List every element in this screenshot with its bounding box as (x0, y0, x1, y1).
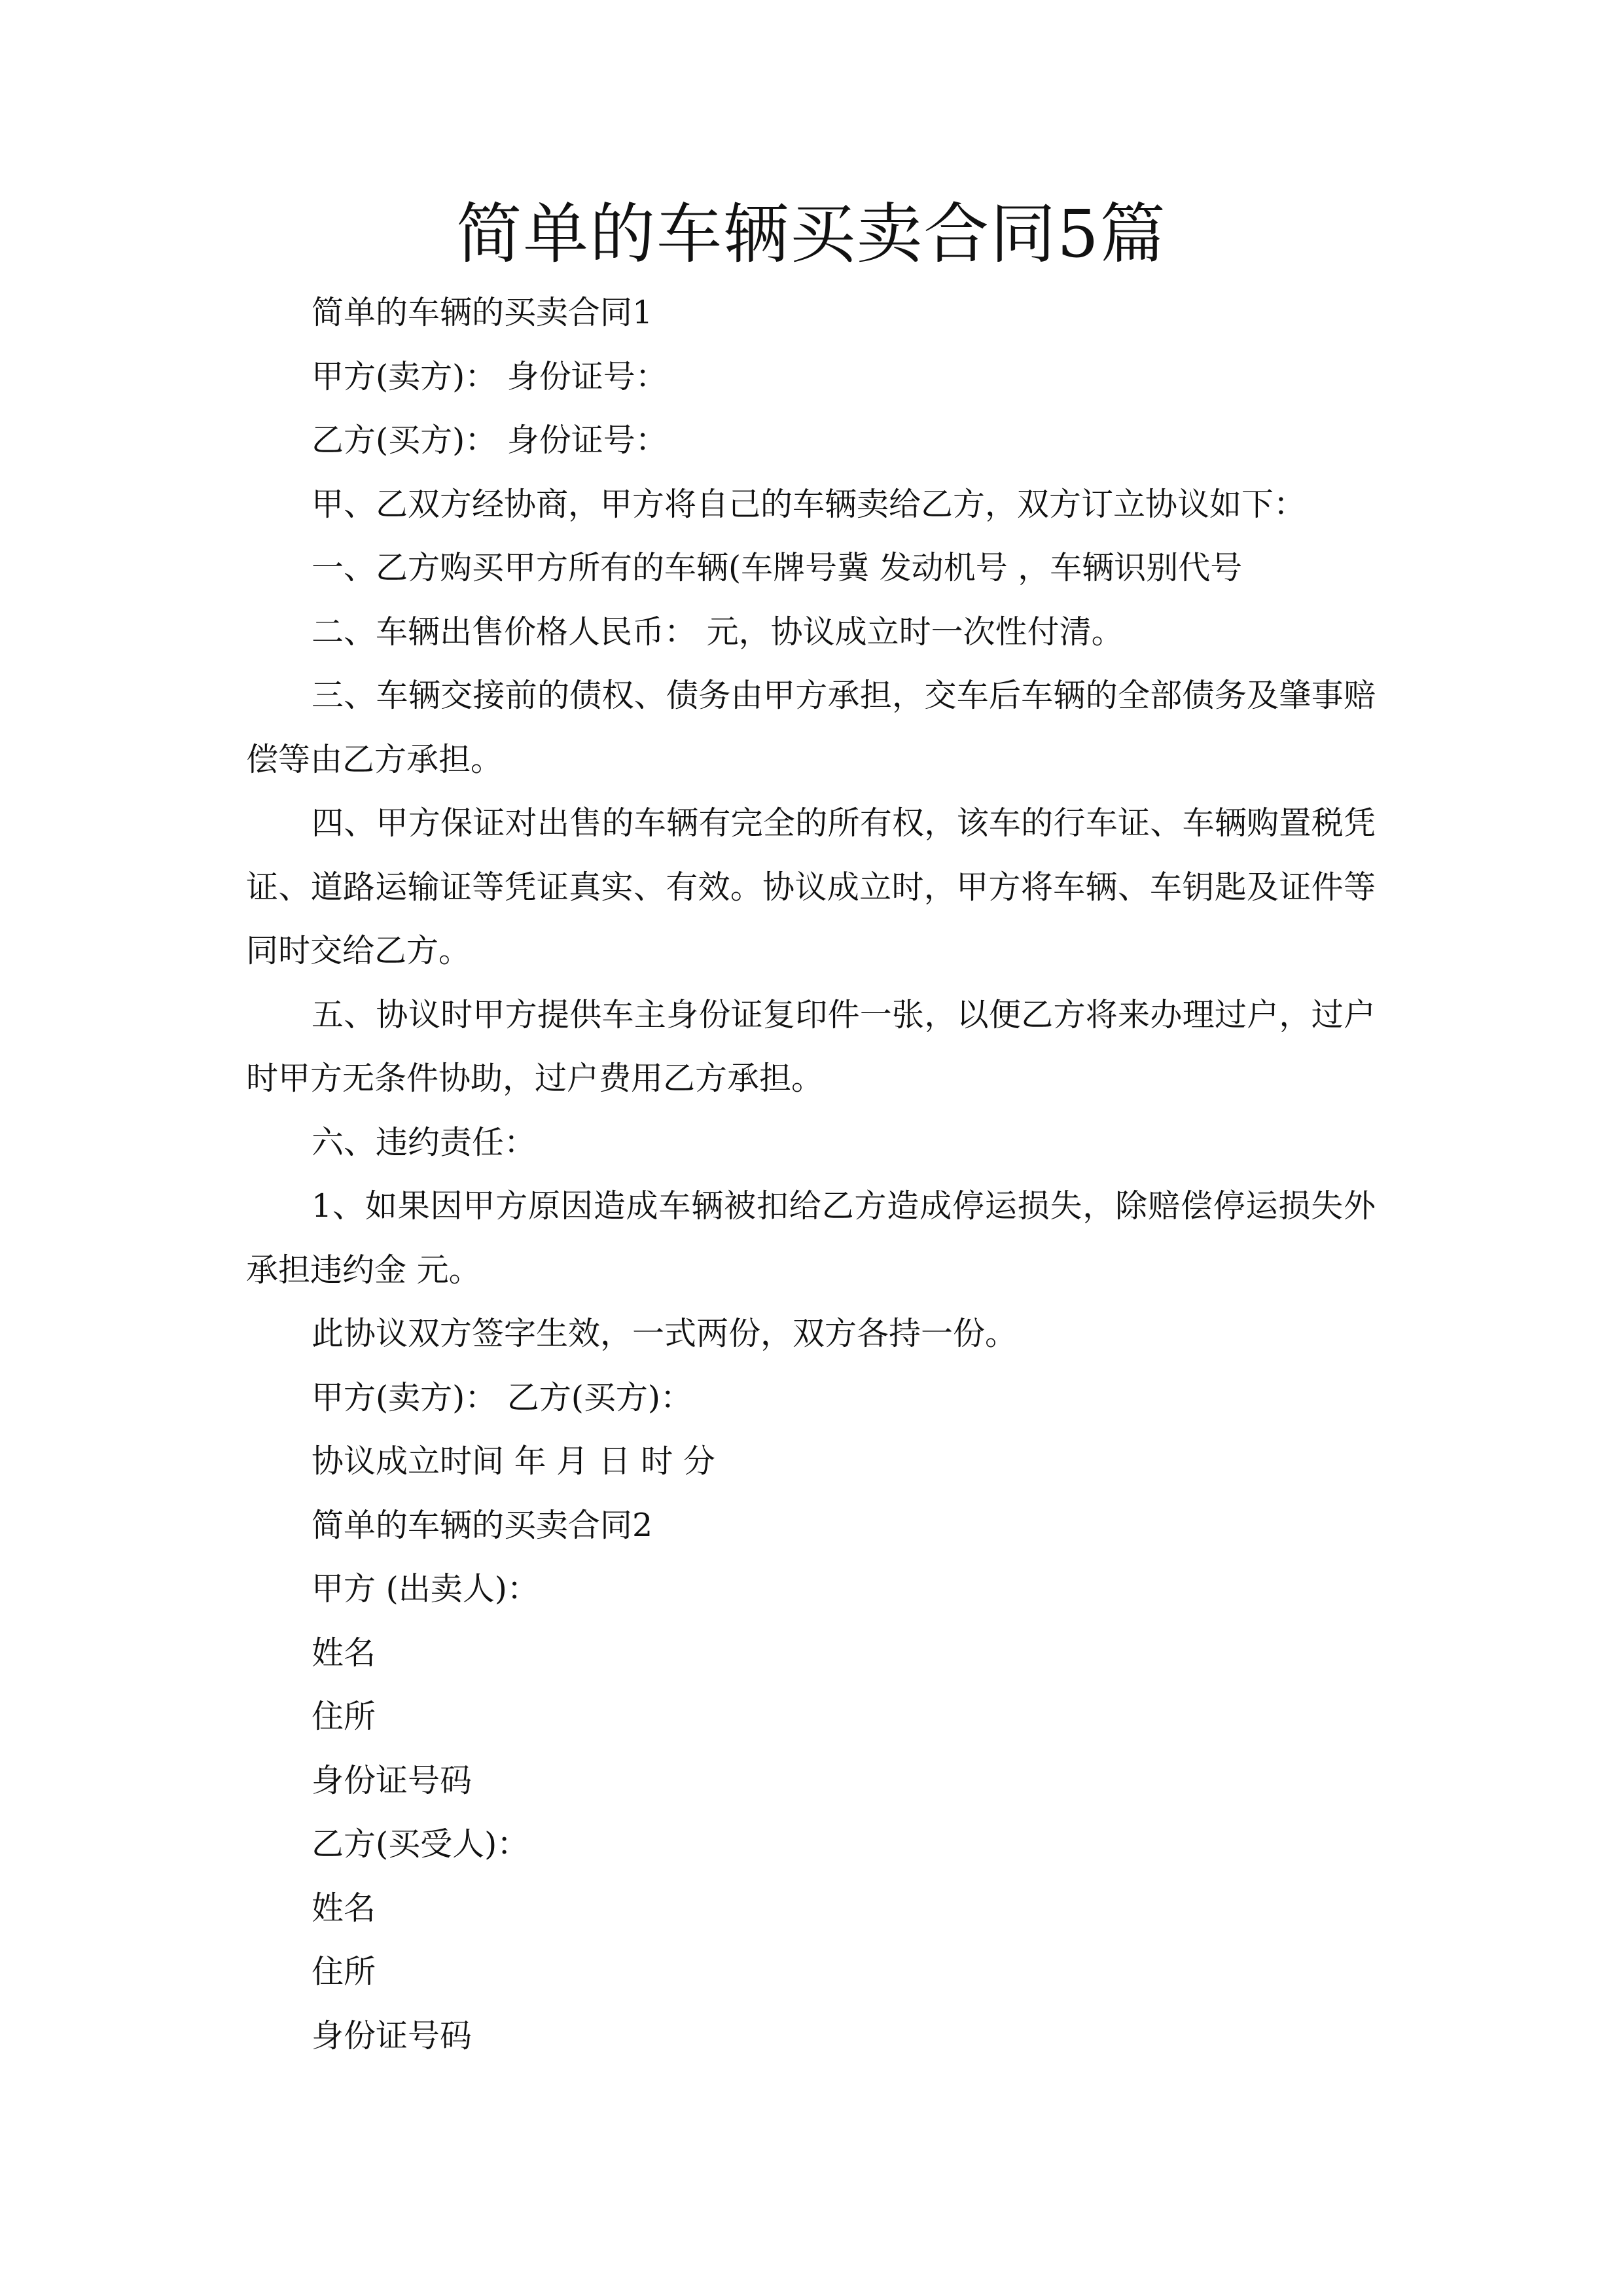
text-line: 四、甲方保证对出售的车辆有完全的所有权，该车的行车证、车辆购置税凭 (312, 804, 1376, 842)
text-line: 甲方(卖方)： 乙方(买方)： (312, 1378, 693, 1416)
text-line: 身份证号码 (312, 1761, 473, 1799)
text-line: 证、道路运输证等凭证真实、有效。协议成立时，甲方将车辆、车钥匙及证件等 (246, 868, 1376, 906)
text-line: 乙方(买受人)： (312, 1825, 529, 1863)
text-line: 简单的车辆的买卖合同2 (312, 1506, 653, 1544)
text-line: 三、车辆交接前的债权、债务由甲方承担，交车后车辆的全部债务及肇事赔 (312, 677, 1376, 714)
text-line: 五、协议时甲方提供车主身份证复印件一张，以便乙方将来办理过户，过户 (312, 996, 1376, 1033)
text-line: 甲方(卖方)： 身份证号： (312, 357, 668, 395)
text-line: 此协议双方签字生效，一式两份，双方各持一份。 (312, 1315, 1018, 1352)
text-line: 简单的车辆的买卖合同1 (312, 294, 653, 331)
text-line: 1、如果因甲方原因造成车辆被扣给乙方造成停运损失，除赔偿停运损失外 (312, 1187, 1376, 1225)
text-line: 甲、乙双方经协商，甲方将自己的车辆卖给乙方，双方订立协议如下： (312, 485, 1306, 523)
text-line: 二、车辆出售价格人民币： 元，协议成立时一次性付清。 (312, 613, 1124, 651)
text-line: 协议成立时间 年 月 日 时 分 (312, 1443, 715, 1480)
text-line: 同时交给乙方。 (246, 932, 471, 969)
document-body (246, 281, 1376, 2068)
text-line: 六、违约责任： (312, 1123, 537, 1161)
text-line: 住所 (312, 1698, 376, 1735)
text-line: 甲方 (出卖人)： (312, 1570, 539, 1607)
text-line: 时甲方无条件协助，过户费用乙方承担。 (246, 1060, 824, 1097)
text-line: 乙方(买方)： 身份证号： (312, 422, 668, 459)
text-line: 姓名 (312, 1634, 376, 1672)
text-line: 身份证号码 (312, 2017, 473, 2054)
text-line: 住所 (312, 1953, 376, 1990)
text-line: 姓名 (312, 1889, 376, 1927)
text-line: 一、乙方购买甲方所有的车辆(车牌号冀 发动机号 ，车辆识别代号 (312, 549, 1243, 586)
text-line: 承担违约金 元。 (246, 1251, 481, 1289)
text-line: 偿等由乙方承担。 (246, 740, 503, 778)
document-title: 简单的车辆买卖合同5篇 (456, 196, 1167, 272)
